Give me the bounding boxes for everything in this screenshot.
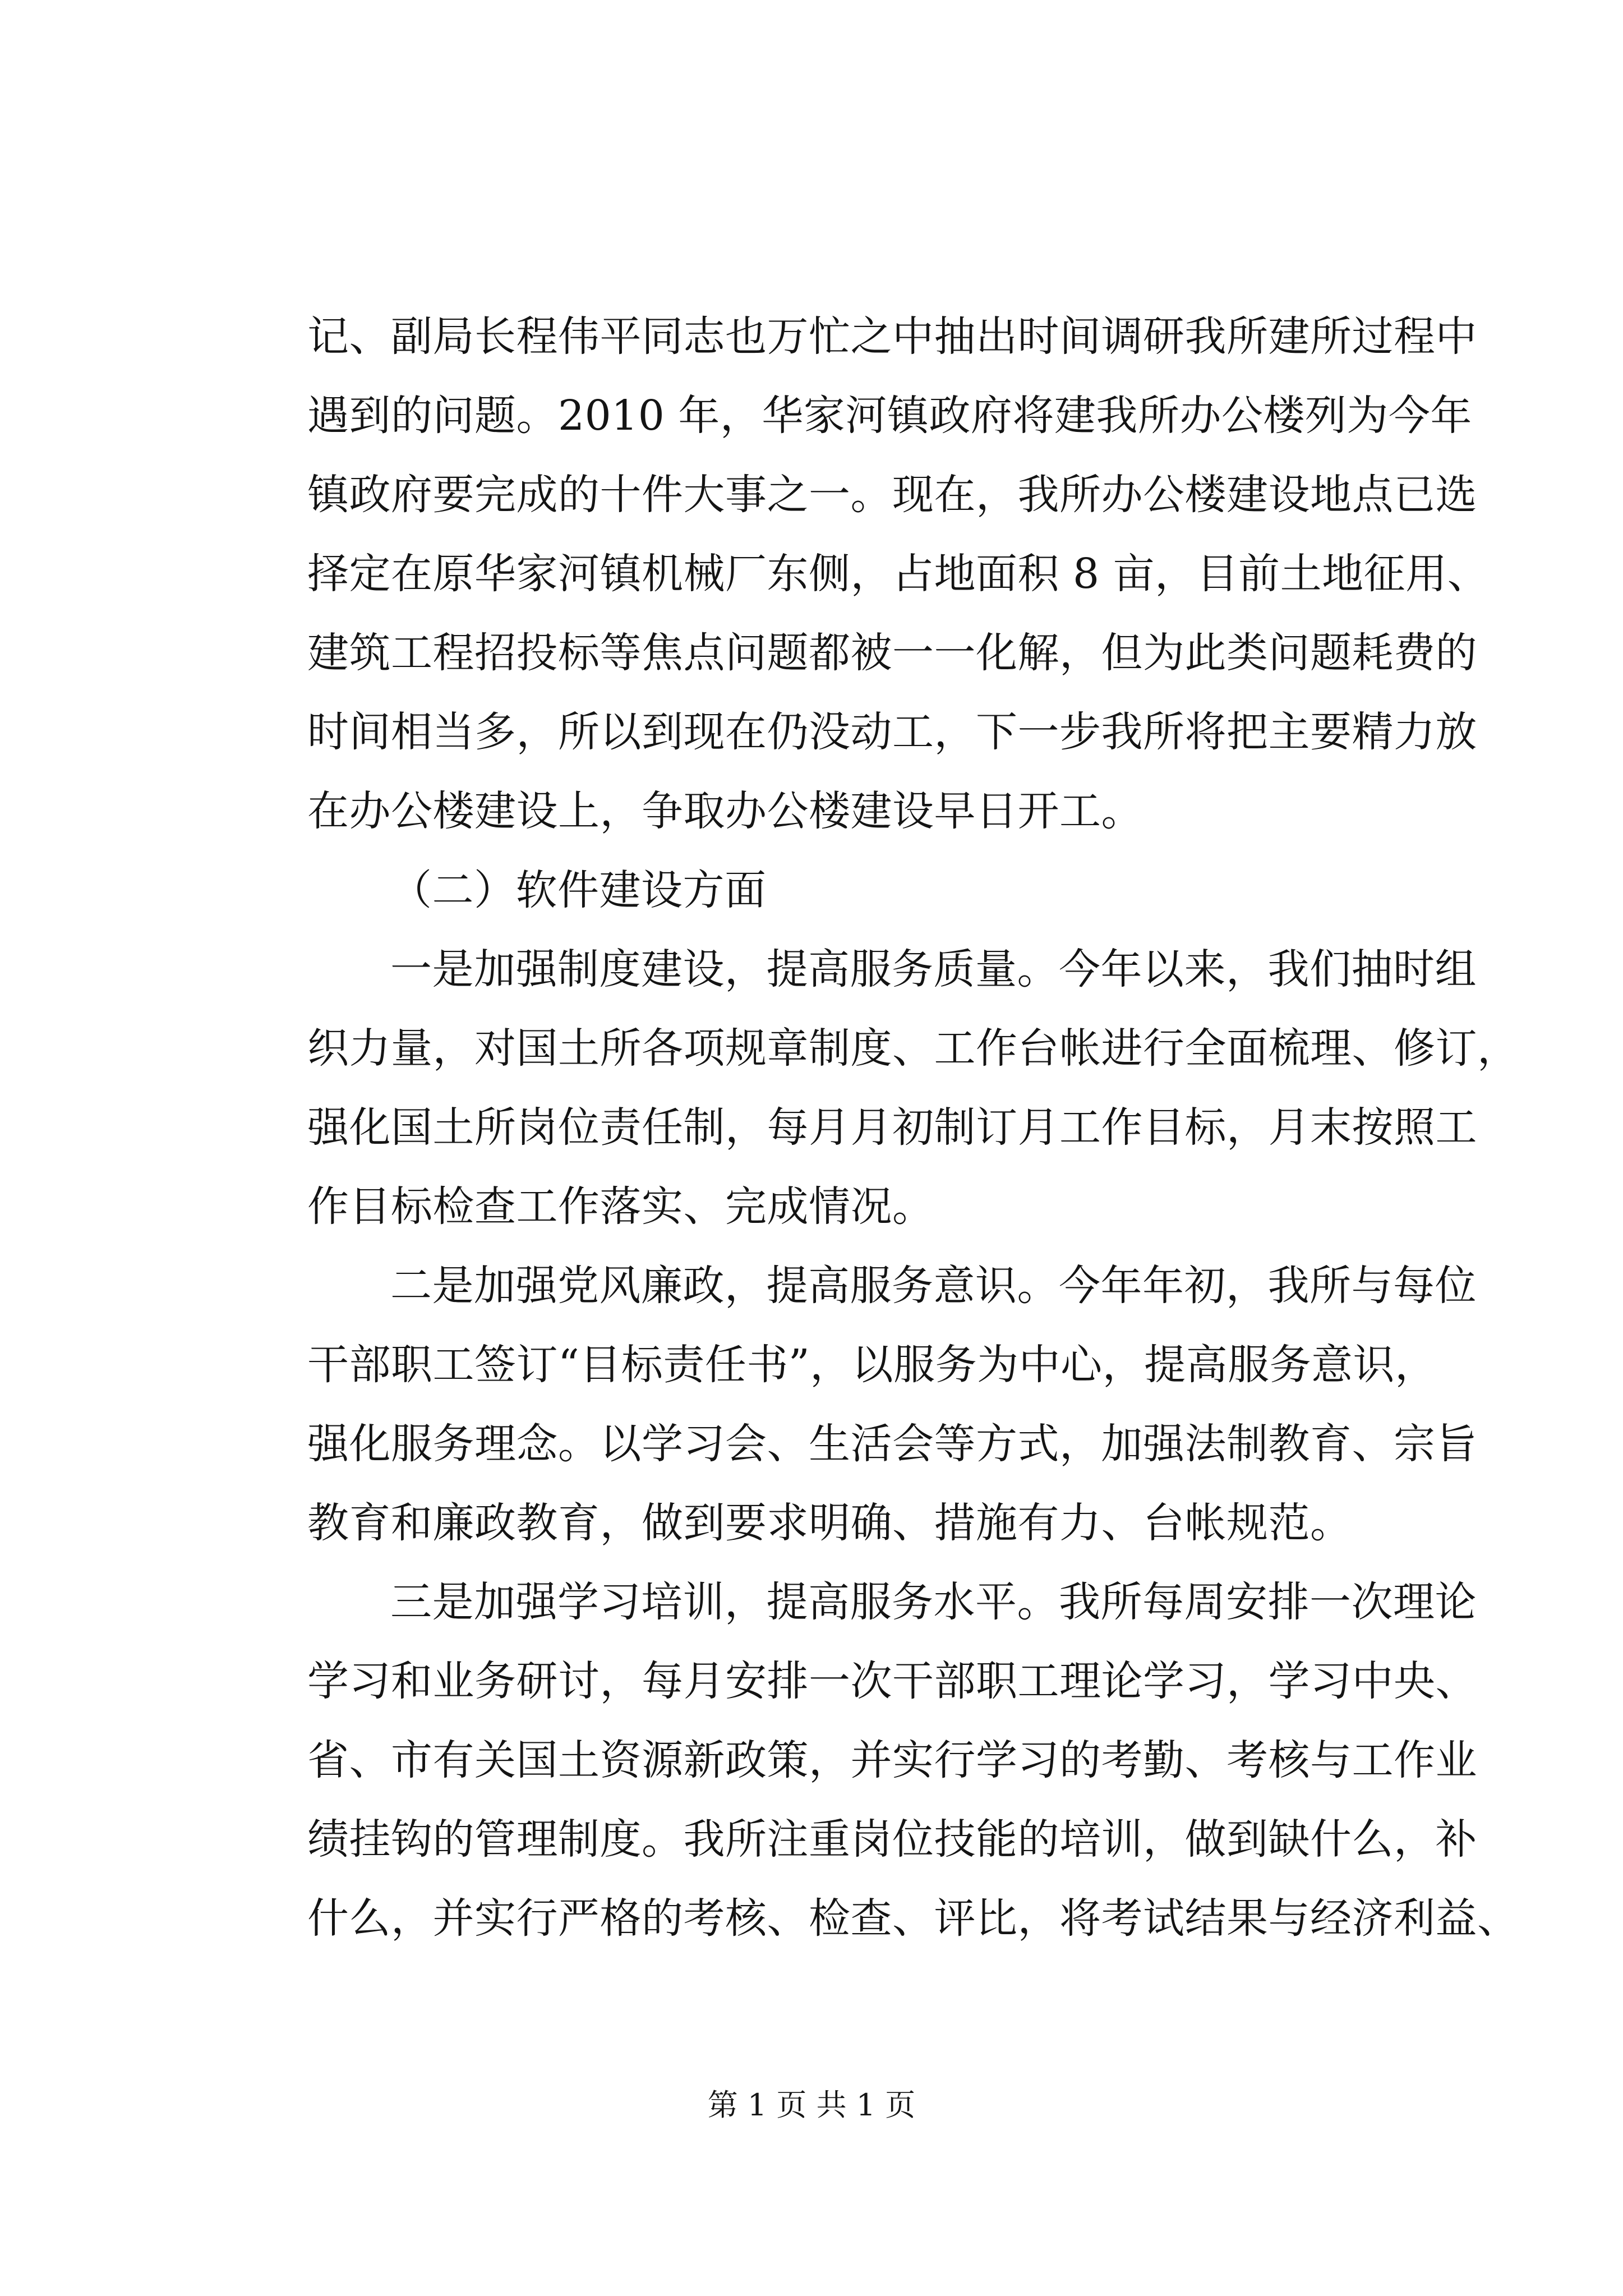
text-line: 建筑工程招投标等焦点问题都被一一化解，但为此类问题耗费的 [307, 629, 1477, 677]
body-text [307, 297, 1519, 1958]
text-line: 省、市有关国土资源新政策，并实行学习的考勤、考核与工作业 [307, 1736, 1477, 1784]
page-number: 第 1 页 共 1 页 [707, 2087, 916, 2123]
text-line: 绩挂钩的管理制度。我所注重岗位技能的培训，做到缺什么，补 [307, 1815, 1477, 1864]
text-line: 记、副局长程伟平同志也万忙之中抽出时间调研我所建所过程中 [307, 312, 1477, 361]
text-line: 干部职工签订“目标责任书”，以服务为中心，提高服务意识， [307, 1341, 1437, 1389]
text-line: 在办公楼建设上，争取办公楼建设早日开工。 [307, 787, 1143, 835]
text-line: 镇政府要完成的十件大事之一。现在，我所办公楼建设地点已选 [307, 471, 1477, 519]
section-heading: （二）软件建设方面 [390, 866, 767, 914]
text-line: 什么，并实行严格的考核、检查、评比，将考试结果与经济利益、 [307, 1894, 1519, 1943]
text-line: 学习和业务研讨，每月安排一次干部职工理论学习，学习中央、 [307, 1657, 1477, 1705]
paragraph-start-line: 一是加强制度建设，提高服务质量。今年以来，我们抽时组 [390, 945, 1477, 993]
paragraph-start-line: 三是加强学习培训，提高服务水平。我所每周安排一次理论 [390, 1578, 1477, 1626]
text-line: 强化服务理念。以学习会、生活会等方式，加强法制教育、宗旨 [307, 1420, 1477, 1468]
page-footer [0, 2086, 1623, 2125]
paragraph-start-line: 二是加强党风廉政，提高服务意识。今年年初，我所与每位 [390, 1262, 1477, 1310]
text-line: 作目标检查工作落实、完成情况。 [307, 1182, 934, 1231]
text-line: 织力量，对国土所各项规章制度、工作台帐进行全面梳理、修订， [307, 1024, 1519, 1073]
text-line: 遇到的问题。2010 年，华家河镇政府将建我所办公楼列为今年 [307, 392, 1472, 440]
text-line: 强化国土所岗位责任制，每月月初制订月工作目标，月末按照工 [307, 1103, 1477, 1152]
text-line: 教育和廉政教育，做到要求明确、措施有力、台帐规范。 [307, 1499, 1352, 1547]
text-line: 时间相当多，所以到现在仍没动工，下一步我所将把主要精力放 [307, 708, 1477, 756]
text-line: 择定在原华家河镇机械厂东侧，占地面积 8 亩，目前土地征用、 [307, 550, 1490, 598]
